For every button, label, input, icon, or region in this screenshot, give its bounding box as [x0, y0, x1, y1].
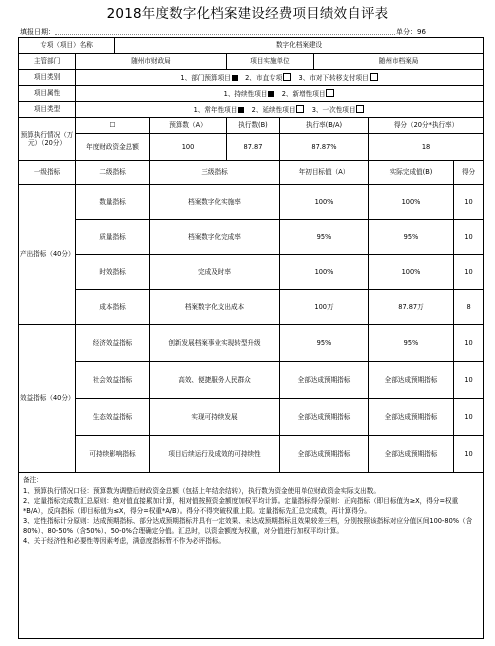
indicator-l3: 实现可持续发展 — [150, 399, 280, 436]
nature-options — [76, 86, 484, 102]
budget-header-box: ☐ — [76, 118, 150, 134]
indicator-l3: 档案数字化完成率 — [150, 220, 280, 255]
col-header-actual: 实际完成值(B) — [369, 161, 454, 185]
checkbox-icon — [370, 73, 378, 81]
checked-box-icon — [268, 91, 274, 97]
indicator-actual: 87.87万 — [369, 290, 454, 325]
indicator-score: 10 — [454, 325, 484, 362]
project-name-value: 数字化档案建设 — [115, 38, 484, 54]
checkbox-icon — [296, 105, 304, 113]
table-row — [19, 255, 484, 290]
col-header-target: 年初目标值（A） — [280, 161, 369, 185]
indicator-l3: 创新发展档案事业实现转型升级 — [150, 325, 280, 362]
table-row — [19, 161, 484, 185]
indicator-l2: 社会效益指标 — [76, 362, 150, 399]
table-row — [19, 185, 484, 220]
indicator-l3: 高效、便捷服务人民群众 — [150, 362, 280, 399]
indicator-actual: 全部达成预期指标 — [369, 399, 454, 436]
table-row — [19, 220, 484, 255]
indicator-target: 95% — [280, 325, 369, 362]
indicator-score: 10 — [454, 185, 484, 220]
note-line: 4、关于经济性和必要性等因素考虑，满意度指标暂不作为必评指标。 — [23, 537, 226, 546]
type-options — [76, 102, 484, 118]
budget-header-b: 执行数(B) — [227, 118, 280, 134]
notes-title: 备注： — [23, 476, 43, 484]
category-label: 项目类别 — [19, 70, 76, 86]
score-value: 18 — [369, 134, 484, 161]
indicator-target: 95% — [280, 220, 369, 255]
notes-block — [19, 473, 484, 639]
table-row — [19, 86, 484, 102]
indicator-target: 100% — [280, 185, 369, 220]
indicator-l2: 经济效益指标 — [76, 325, 150, 362]
category-option-1: 1、部门预算项目 — [180, 73, 231, 82]
type-option-3: 3、一次性项目 — [311, 105, 356, 114]
indicator-l3: 项目后续运行及成效的可持续性 — [150, 436, 280, 473]
col-header-level1: 一级指标 — [19, 161, 76, 185]
impl-label: 项目实施单位 — [227, 54, 314, 70]
budget-value: 100 — [150, 134, 227, 161]
budget-header-rate: 执行率(B/A) — [280, 118, 369, 134]
table-row — [19, 118, 484, 134]
benefit-label: 效益指标（40分） — [19, 325, 76, 473]
checkbox-icon — [326, 89, 334, 97]
col-header-level2: 二级指标 — [76, 161, 150, 185]
indicator-target: 100% — [280, 255, 369, 290]
indicator-actual: 95% — [369, 220, 454, 255]
type-option-2: 2、延续性项目 — [251, 105, 296, 114]
nature-option-1: 1、持续性项目 — [223, 89, 268, 98]
nature-label: 项目属性 — [19, 86, 76, 102]
indicator-l2: 数量指标 — [76, 185, 150, 220]
category-options — [76, 70, 484, 86]
impl-value: 随州市档案局 — [314, 54, 484, 70]
evaluation-table — [18, 37, 484, 639]
indicator-score: 10 — [454, 399, 484, 436]
col-header-score: 得分 — [454, 161, 484, 185]
type-option-1: 1、常年性项目 — [193, 105, 238, 114]
table-row — [19, 325, 484, 362]
indicator-target: 100万 — [280, 290, 369, 325]
checked-box-icon — [238, 107, 244, 113]
indicator-l2: 可持续影响指标 — [76, 436, 150, 473]
dept-value: 随州市财政局 — [76, 54, 227, 70]
indicator-score: 10 — [454, 220, 484, 255]
indicator-l3: 完成及时率 — [150, 255, 280, 290]
budget-header-score: 得分（20分*执行率） — [369, 118, 484, 134]
rate-value: 87.87% — [280, 134, 369, 161]
table-row — [19, 290, 484, 325]
score-unit-label: 单分：96 — [396, 28, 426, 36]
table-row — [19, 38, 484, 54]
indicator-actual: 100% — [369, 255, 454, 290]
note-line: 1、预算执行情况口径：预算数为调整后财政资金总额（包括上年结余结转），执行数为资金使用单位财政资金实际支出数。 — [23, 486, 380, 495]
project-name-label: 专项（项目）名称 — [19, 38, 115, 54]
indicator-actual: 全部达成预期指标 — [369, 362, 454, 399]
indicator-actual: 全部达成预期指标 — [369, 436, 454, 473]
table-row — [19, 473, 484, 639]
table-row — [19, 362, 484, 399]
table-row — [19, 436, 484, 473]
page-title: 2018年度数字化档案建设经费项目绩效自评表 — [106, 6, 389, 22]
category-option-3: 3、市对下转移支付项目 — [298, 73, 369, 82]
indicator-l2: 成本指标 — [76, 290, 150, 325]
indicator-actual: 95% — [369, 325, 454, 362]
budget-row-label: 年度财政资金总额 — [76, 134, 150, 161]
indicator-l3: 档案数字化支出成本 — [150, 290, 280, 325]
indicator-score: 10 — [454, 255, 484, 290]
type-label: 项目类型 — [19, 102, 76, 118]
indicator-score: 10 — [454, 362, 484, 399]
fill-date-line — [55, 34, 395, 35]
indicator-score: 10 — [454, 436, 484, 473]
indicator-target: 全部达成预期指标 — [280, 436, 369, 473]
output-label: 产出指标（40分） — [19, 185, 76, 325]
indicator-actual: 100% — [369, 185, 454, 220]
table-row — [19, 399, 484, 436]
indicator-score: 8 — [454, 290, 484, 325]
indicator-l2: 时效指标 — [76, 255, 150, 290]
indicator-target: 全部达成预期指标 — [280, 399, 369, 436]
table-row — [19, 134, 484, 161]
table-row — [19, 102, 484, 118]
dept-label: 主管部门 — [19, 54, 76, 70]
note-line: 3、定性指标计分原则：达成预期指标、部分达成预期指标并具有一定效果、未达成预期指标且效果较差三档，分别按照该指标对应分值区间100-80%（含80%）、80-50%（含50%）、50-0%合理确定分值。汇总时，以资金额度为权重，对分值进行加权平均计算。 — [23, 517, 473, 535]
indicator-l2: 生态效益指标 — [76, 399, 150, 436]
indicator-l3: 档案数字化实施率 — [150, 185, 280, 220]
checkbox-icon — [283, 73, 291, 81]
indicator-l2: 质量指标 — [76, 220, 150, 255]
exec-value: 87.87 — [227, 134, 280, 161]
category-option-2: 2、市直专项 — [245, 73, 283, 82]
fill-date-label: 填报日期： — [20, 28, 55, 36]
budget-header-a: 预算数（A） — [150, 118, 227, 134]
checked-box-icon — [232, 75, 238, 81]
col-header-level3: 三级指标 — [150, 161, 280, 185]
indicator-target: 全部达成预期指标 — [280, 362, 369, 399]
nature-option-2: 2、新增性项目 — [281, 89, 326, 98]
checkbox-icon — [356, 105, 364, 113]
budget-label: 预算执行情况（万元）（20分） — [19, 118, 76, 161]
table-row — [19, 70, 484, 86]
table-row — [19, 54, 484, 70]
note-line: 2、定量指标完成数汇总原则：绝对值直接累加计算，相对值按照资金额度加权平均计算。定量指标得分原则：正向指标（即目标值为≥X，得分=权重*B/A），反向指标（即目标值为≤X，得分=权重*A/B）。得分不得突破权重上限。定量指标先汇总完成数，再计算得分。 — [23, 497, 459, 515]
